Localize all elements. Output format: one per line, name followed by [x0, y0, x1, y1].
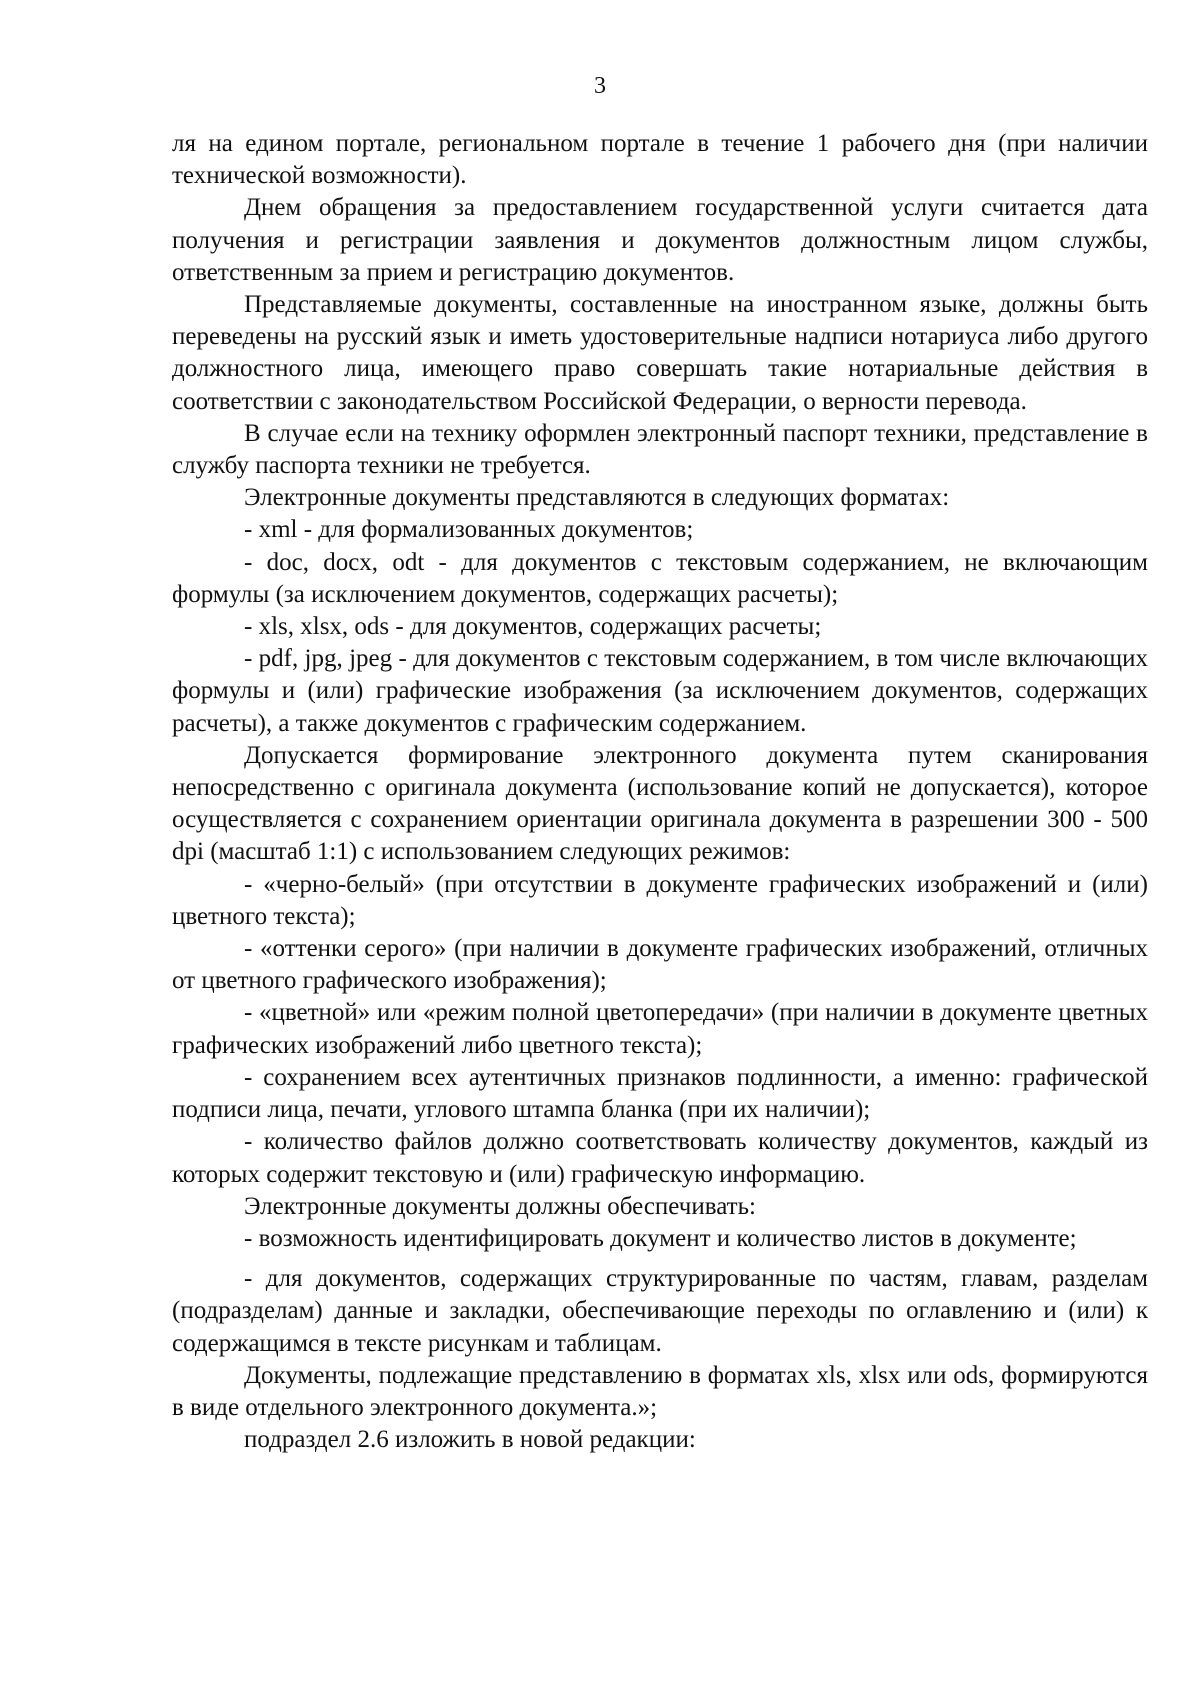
paragraph-separate-document: Документы, подлежащие представлению в форматах xls, xlsx или ods, формируются в виде отдельного электронного документа.»; [172, 1361, 1148, 1421]
list-item-black-white: - «черно-белый» (при отсутствии в документе графических изображений и (или) цветного текста); [172, 870, 1148, 930]
list-item-file-count: - количество файлов должно соответствовать количеству документов, каждый из которых содержит текстовую и (или) графическую информацию. [172, 1128, 1148, 1188]
list-item-doc: - doc, docx, odt - для документов с текстовым содержанием, не включающим формулы (за исключением документов, содержащих расчеты); [172, 548, 1148, 608]
paragraph-portal-registration: ля на едином портале, региональном портале в течение 1 рабочего дня (при наличии технической возможности). [172, 130, 1148, 190]
paragraph-foreign-language: Представляемые документы, составленные на иностранном языке, должны быть переведены на русский язык и иметь удостоверительные надписи нотариуса либо другого должностного лица, имеющего право совершать такие нотариальные действия в соответствии с законодательством Российской Федерации, о верности перевода. [172, 291, 1148, 415]
list-item-pdf: - pdf, jpg, jpeg - для документов с текстовым содержанием, в том числе включающих формулы и (или) графические изображения (за исключением документов, содержащих расчеты), а также документов с графическим содержанием. [172, 645, 1148, 737]
paragraph-electronic-passport: В случае если на технику оформлен электронный паспорт техники, представление в службу паспорта техники не требуется. [172, 419, 1148, 480]
paragraph-subsection-2-6: подраздел 2.6 изложить в новой редакции: [244, 1426, 696, 1454]
paragraph-application-date: Днем обращения за предоставлением государственной услуги считается дата получения и регистрации заявления и документов должностным лицом службы, ответственным за прием и регистрацию документов. [172, 194, 1148, 286]
paragraph-requirements-intro: Электронные документы должны обеспечивать: [244, 1192, 756, 1220]
page-number: 3 [594, 73, 606, 99]
list-item-grayscale: - «оттенки серого» (при наличии в документе графических изображений, отличных от цветного графического изображения); [172, 935, 1148, 995]
list-item-xml: - xml - для формализованных документов; [244, 516, 694, 544]
list-item-structured-documents: - для документов, содержащих структурированные по частям, главам, разделам (подразделам) данные и закладки, обеспечивающие переходы по оглавлению и (или) к содержащимся в тексте рисункам и таблицам. [172, 1265, 1148, 1357]
paragraph-scanning: Допускается формирование электронного документа путем сканирования непосредственно с оригинала документа (использование копий не допускается), которое осуществляется с сохранением ориентации оригинала документа в разрешении 300 - 500 dpi (масштаб 1:1) с использованием следующих режимов: [172, 741, 1148, 866]
list-item-xls: - xls, xlsx, ods - для документов, содержащих расчеты; [244, 613, 822, 641]
list-item-authenticity: - сохранением всех аутентичных признаков подлинности, а именно: графической подписи лица, печати, углового штампа бланка (при их наличии); [172, 1063, 1148, 1124]
document-body [172, 128, 1148, 1456]
list-item-color: - «цветной» или «режим полной цветопередачи» (при наличии в документе цветных графических изображений либо цветного текста); [172, 999, 1148, 1059]
list-item-identify-document: - возможность идентифицировать документ и количество листов в документе; [244, 1224, 1077, 1252]
paragraph-formats-intro: Электронные документы представляются в следующих форматах: [244, 484, 950, 512]
